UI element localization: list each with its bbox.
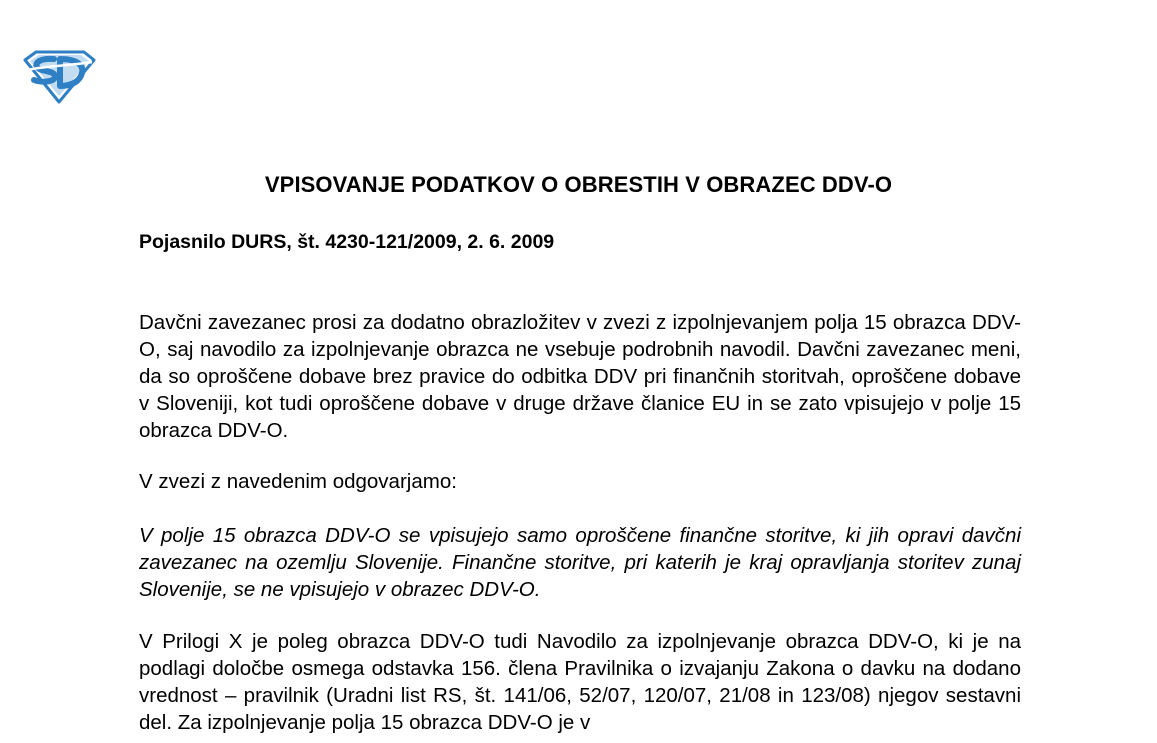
- paragraph-annex: V Prilogi X je poleg obrazca DDV-O tudi Navodilo za izpolnjevanje obrazca DDV-O, ki je na podlagi določbe osmega odstavka 156. člena Pravilnika o izvajanju Zakona o davku na dodano vrednost – pravilnik (Uradni list RS, št. 141/06, 52/07, 120/07, 21/08 in 123/08) njegov sestavni del. Za izpolnjevanje polja 15 obrazca DDV-O je v: [139, 630, 1021, 735]
- document-title: VPISOVANJE PODATKOV O OBRESTIH V OBRAZEC DDV-O: [264, 172, 893, 197]
- sd-logo-icon: [22, 50, 96, 104]
- paragraph-answer: V polje 15 obrazca DDV-O se vpisujejo samo oproščene finančne storitve, ki jih opravi davčni zavezanec na ozemlju Slovenije. Finančne storitve, pri katerih je kraj opravljanja storitev zunaj Slovenije, se ne vpisujejo v obrazec DDV-O.: [139, 524, 1021, 602]
- paragraph-question: Davčni zavezanec prosi za dodatno obrazložitev v zvezi z izpolnjevanjem polja 15 obrazca DDV-O, saj navodilo za izpolnjevanje obrazca ne vsebuje podrobnih navodil. Davčni zavezanec meni, da so oproščene dobave brez pravice do odbitka DDV pri finančnih storitvah, oproščene dobave v Sloveniji, kot tudi oproščene dobave v druge države članice EU in se zato vpisujejo v polje 15 obrazca DDV-O.: [139, 311, 1021, 443]
- document-subtitle: Pojasnilo DURS, št. 4230-121/2009, 2. 6. 2009: [139, 231, 555, 253]
- sd-logo: [22, 50, 96, 104]
- paragraph-intro-answer: V zvezi z navedenim odgovarjamo:: [139, 470, 457, 493]
